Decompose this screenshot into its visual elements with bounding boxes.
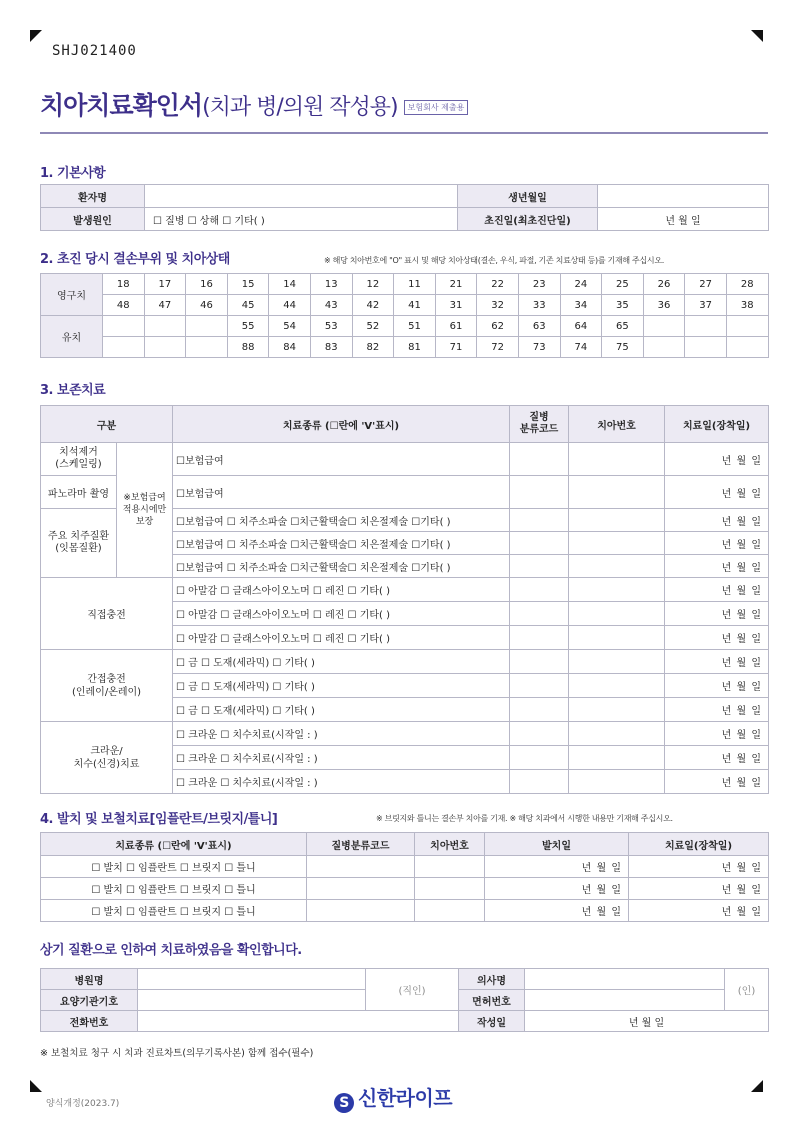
tooth-number-cell[interactable]: 51	[394, 316, 436, 337]
tooth-number-cell[interactable]: 35	[602, 295, 644, 316]
corner-mark-top-left	[30, 30, 42, 42]
doctor-name-field[interactable]	[525, 969, 725, 990]
periodontal-options[interactable]: ☐보험급여 ☐ 치주소파술 ☐치근활택술☐ 치은절제술 ☐기타( )	[173, 555, 510, 578]
date-cell[interactable]: 년 월 일	[665, 746, 769, 770]
tooth-number-cell[interactable]: 12	[352, 274, 394, 295]
code-cell[interactable]	[510, 650, 569, 674]
tooth-number-cell[interactable]: 14	[269, 274, 311, 295]
date-cell[interactable]: 년 월 일	[665, 626, 769, 650]
insurance-note: ※보험급여 적용시에만 보장	[117, 443, 173, 578]
tooth-number-cell[interactable]: 55	[227, 316, 269, 337]
tooth-cell[interactable]	[569, 602, 665, 626]
tooth-number-cell[interactable]: 34	[560, 295, 602, 316]
direct-filling-options[interactable]: ☐ 아말감 ☐ 글래스아이오노머 ☐ 레진 ☐ 기타( )	[173, 626, 510, 650]
company-logo-text: 신한라이프	[358, 1086, 453, 1110]
tooth-number-cell[interactable]: 32	[477, 295, 519, 316]
col-type-header: 치료종류 (☐란에 'V'표시)	[41, 833, 307, 856]
tooth-number-cell[interactable]: 25	[602, 274, 644, 295]
col-code-header: 질병 분류코드	[510, 406, 569, 443]
col-extract-header: 발치일	[485, 833, 629, 856]
extraction-date[interactable]: 년 월 일	[485, 878, 629, 900]
patient-name-field[interactable]	[145, 185, 458, 208]
institution-code-field[interactable]	[138, 990, 366, 1011]
prosthetic-options[interactable]: ☐ 발치 ☐ 임플란트 ☐ 브릿지 ☐ 틀니	[41, 856, 307, 878]
basic-info-table	[40, 184, 769, 231]
tooth-cell[interactable]	[569, 770, 665, 794]
code-cell[interactable]	[510, 443, 569, 476]
crown-options[interactable]: ☐ 크라운 ☐ 치수치료(시작일 : )	[173, 770, 510, 794]
tooth-number-cell[interactable]: 33	[518, 295, 560, 316]
tooth-number-cell[interactable]: 64	[560, 316, 602, 337]
tooth-number-cell[interactable]	[103, 337, 145, 358]
tooth-number-cell[interactable]	[643, 337, 685, 358]
periodontal-options[interactable]: ☐보험급여 ☐ 치주소파술 ☐치근활택술☐ 치은절제술 ☐기타( )	[173, 532, 510, 555]
prosthetic-options[interactable]: ☐ 발치 ☐ 임플란트 ☐ 브릿지 ☐ 틀니	[41, 878, 307, 900]
tooth-number-cell[interactable]: 54	[269, 316, 311, 337]
tooth-number-cell[interactable]: 84	[269, 337, 311, 358]
phone-field[interactable]	[138, 1011, 459, 1032]
date-cell[interactable]: 년 월 일	[665, 509, 769, 532]
tooth-number-cell[interactable]: 71	[435, 337, 477, 358]
tooth-number-cell[interactable]: 45	[227, 295, 269, 316]
institution-code-label: 요양기관기호	[41, 990, 138, 1011]
title-main: 치아치료확인서	[40, 91, 203, 120]
tooth-number-cell[interactable]: 23	[518, 274, 560, 295]
hospital-seal: (직인)	[366, 969, 459, 1011]
hospital-name-field[interactable]	[138, 969, 366, 990]
corner-mark-bottom-right	[751, 1080, 763, 1092]
periodontal-options[interactable]: ☐보험급여 ☐ 치주소파술 ☐치근활택술☐ 치은절제술 ☐기타( )	[173, 509, 510, 532]
col-date-header: 치료일(장착일)	[665, 406, 769, 443]
date-cell[interactable]: 년 월 일	[665, 674, 769, 698]
tooth-number-cell[interactable]	[144, 316, 186, 337]
page-title	[40, 86, 468, 122]
prosthetic-options[interactable]: ☐ 발치 ☐ 임플란트 ☐ 브릿지 ☐ 틀니	[41, 900, 307, 922]
tooth-number-cell[interactable]: 13	[310, 274, 352, 295]
tooth-number-cell[interactable]: 74	[560, 337, 602, 358]
hospital-name-label: 병원명	[41, 969, 138, 990]
tooth-cell[interactable]	[569, 532, 665, 555]
tooth-number-cell[interactable]: 82	[352, 337, 394, 358]
tooth-cell[interactable]	[569, 443, 665, 476]
tooth-number-cell[interactable]: 41	[394, 295, 436, 316]
tooth-number-cell[interactable]: 83	[310, 337, 352, 358]
panorama-label: 파노라마 촬영	[41, 476, 117, 509]
col-category-header: 구분	[41, 406, 173, 443]
tooth-number-cell[interactable]: 31	[435, 295, 477, 316]
prosthetic-treatment-table	[40, 832, 769, 922]
indirect-filling-label: 간접충전 (인레이/온레이)	[41, 650, 173, 722]
crown-root-label: 크라운/ 치수(신경)치료	[41, 722, 173, 794]
col-code-header: 질병분류코드	[307, 833, 415, 856]
permanent-teeth-label: 영구치	[41, 274, 103, 316]
corner-mark-top-right	[751, 30, 763, 42]
col-tooth-header: 치아번호	[569, 406, 665, 443]
code-cell[interactable]	[510, 532, 569, 555]
scaling-label: 치석제거 (스케일링)	[41, 443, 117, 476]
date-cell[interactable]: 년 월 일	[665, 722, 769, 746]
birthdate-field[interactable]	[598, 185, 769, 208]
patient-name-label: 환자명	[41, 185, 145, 208]
tooth-cell[interactable]	[569, 555, 665, 578]
title-subtitle: (치과 병/의원 작성용)	[202, 95, 398, 120]
tooth-number-cell[interactable]: 18	[103, 274, 145, 295]
panorama-options[interactable]: ☐보험급여	[173, 476, 510, 509]
code-cell[interactable]	[510, 626, 569, 650]
tooth-number-cell[interactable]: 65	[602, 316, 644, 337]
scaling-options[interactable]: ☐보험급여	[173, 443, 510, 476]
treatment-date[interactable]: 년 월 일	[629, 878, 769, 900]
code-cell[interactable]	[307, 856, 415, 878]
tooth-cell[interactable]	[569, 698, 665, 722]
direct-filling-label: 직접충전	[41, 578, 173, 650]
section-1-heading: 1. 기본사항	[40, 166, 106, 181]
confirmation-heading: 상기 질환으로 인하여 치료하였음을 확인합니다.	[40, 943, 302, 958]
tooth-number-cell[interactable]	[144, 337, 186, 358]
tooth-cell[interactable]	[569, 476, 665, 509]
code-cell[interactable]	[510, 722, 569, 746]
date-cell[interactable]: 년 월 일	[665, 698, 769, 722]
date-cell[interactable]: 년 월 일	[665, 770, 769, 794]
tooth-cell[interactable]	[569, 626, 665, 650]
footer-note: ※ 보철치료 청구 시 치과 진료차트(의무기록사본) 함께 접수(필수)	[40, 1048, 314, 1059]
company-logo-icon: S	[334, 1093, 354, 1113]
date-cell[interactable]: 년 월 일	[665, 555, 769, 578]
tooth-cell[interactable]	[569, 746, 665, 770]
tooth-number-cell[interactable]: 21	[435, 274, 477, 295]
company-logo	[334, 1082, 452, 1113]
document-code: SHJ021400	[52, 43, 137, 59]
date-cell[interactable]: 년 월 일	[665, 578, 769, 602]
tooth-number-cell[interactable]: 17	[144, 274, 186, 295]
written-date-field[interactable]: 년 월 일	[525, 1011, 769, 1032]
tooth-number-cell[interactable]	[726, 337, 768, 358]
crown-options[interactable]: ☐ 크라운 ☐ 치수치료(시작일 : )	[173, 722, 510, 746]
date-cell[interactable]: 년 월 일	[665, 650, 769, 674]
tooth-cell[interactable]	[415, 900, 485, 922]
license-number-label: 면허번호	[459, 990, 525, 1011]
code-cell[interactable]	[307, 900, 415, 922]
phone-label: 전화번호	[41, 1011, 138, 1032]
date-cell[interactable]: 년 월 일	[665, 532, 769, 555]
tooth-number-cell[interactable]	[726, 316, 768, 337]
tooth-number-cell[interactable]: 53	[310, 316, 352, 337]
tooth-number-cell[interactable]: 73	[518, 337, 560, 358]
tooth-number-cell[interactable]: 38	[726, 295, 768, 316]
conservative-treatment-table	[40, 405, 769, 794]
tooth-number-cell[interactable]: 81	[394, 337, 436, 358]
extraction-date[interactable]: 년 월 일	[485, 900, 629, 922]
tooth-number-cell[interactable]: 26	[643, 274, 685, 295]
tooth-number-cell[interactable]: 52	[352, 316, 394, 337]
tooth-number-cell[interactable]: 46	[186, 295, 228, 316]
date-cell[interactable]: 년 월 일	[665, 476, 769, 509]
section-2-note: ※ 해당 치아번호에 "O" 표시 및 해당 치아상태(결손, 우식, 파절, 기존 치료상태 등)를 기재해 주십시오.	[324, 256, 665, 265]
tooth-cell[interactable]	[569, 722, 665, 746]
tooth-number-cell[interactable]: 16	[186, 274, 228, 295]
tooth-cell[interactable]	[415, 856, 485, 878]
col-date-header: 치료일(장착일)	[629, 833, 769, 856]
indirect-filling-options[interactable]: ☐ 금 ☐ 도재(세라믹) ☐ 기타( )	[173, 650, 510, 674]
tooth-number-cell[interactable]: 48	[103, 295, 145, 316]
code-cell[interactable]	[510, 770, 569, 794]
written-date-label: 작성일	[459, 1011, 525, 1032]
tooth-number-cell[interactable]: 43	[310, 295, 352, 316]
tooth-cell[interactable]	[569, 650, 665, 674]
treatment-date[interactable]: 년 월 일	[629, 856, 769, 878]
tooth-number-cell[interactable]: 37	[685, 295, 727, 316]
col-type-header: 치료종류 (☐란에 'V'표시)	[173, 406, 510, 443]
tooth-number-cell[interactable]: 27	[685, 274, 727, 295]
col-tooth-header: 치아번호	[415, 833, 485, 856]
section-2-heading: 2. 초진 당시 결손부위 및 치아상태	[40, 252, 230, 267]
tooth-cell[interactable]	[569, 578, 665, 602]
code-cell[interactable]	[510, 509, 569, 532]
teeth-chart-table	[40, 273, 769, 358]
direct-filling-options[interactable]: ☐ 아말감 ☐ 글래스아이오노머 ☐ 레진 ☐ 기타( )	[173, 578, 510, 602]
date-cell[interactable]: 년 월 일	[665, 443, 769, 476]
first-visit-date[interactable]: 년 월 일	[598, 208, 769, 231]
code-cell[interactable]	[510, 602, 569, 626]
cause-label: 발생원인	[41, 208, 145, 231]
form-revision: 양식개정(2023.7)	[46, 1099, 120, 1109]
tooth-number-cell[interactable]	[186, 337, 228, 358]
birthdate-label: 생년월일	[458, 185, 598, 208]
extraction-date[interactable]: 년 월 일	[485, 856, 629, 878]
tooth-number-cell[interactable]: 88	[227, 337, 269, 358]
tooth-number-cell[interactable]: 15	[227, 274, 269, 295]
tooth-number-cell[interactable]	[643, 316, 685, 337]
section-4-note: ※ 브릿지와 틀니는 결손부 치아를 기재. ※ 해당 치과에서 시행한 내용만 기재해 주십시오.	[376, 814, 673, 823]
direct-filling-options[interactable]: ☐ 아말감 ☐ 글래스아이오노머 ☐ 레진 ☐ 기타( )	[173, 602, 510, 626]
doctor-name-label: 의사명	[459, 969, 525, 990]
section-4-heading: 4. 발치 및 보철치료[임플란트/브릿지/틀니]	[40, 812, 278, 827]
tooth-number-cell[interactable]: 42	[352, 295, 394, 316]
tooth-number-cell[interactable]: 24	[560, 274, 602, 295]
tooth-number-cell[interactable]: 22	[477, 274, 519, 295]
section-3-heading: 3. 보존치료	[40, 383, 106, 398]
code-cell[interactable]	[510, 698, 569, 722]
code-cell[interactable]	[510, 578, 569, 602]
indirect-filling-options[interactable]: ☐ 금 ☐ 도재(세라믹) ☐ 기타( )	[173, 698, 510, 722]
tooth-cell[interactable]	[569, 674, 665, 698]
tooth-number-cell[interactable]: 11	[394, 274, 436, 295]
indirect-filling-options[interactable]: ☐ 금 ☐ 도재(세라믹) ☐ 기타( )	[173, 674, 510, 698]
date-cell[interactable]: 년 월 일	[665, 602, 769, 626]
first-visit-label: 초진일(최초진단일)	[458, 208, 598, 231]
code-cell[interactable]	[510, 476, 569, 509]
cause-options[interactable]: ☐ 질병 ☐ 상해 ☐ 기타( )	[145, 208, 458, 231]
title-bar	[40, 86, 768, 134]
code-cell[interactable]	[510, 746, 569, 770]
tooth-number-cell[interactable]: 62	[477, 316, 519, 337]
tooth-number-cell[interactable]: 44	[269, 295, 311, 316]
tooth-number-cell[interactable]: 72	[477, 337, 519, 358]
tooth-number-cell[interactable]	[685, 316, 727, 337]
tooth-number-cell[interactable]	[186, 316, 228, 337]
submission-tag: 보험회사 제출용	[404, 100, 469, 115]
tooth-number-cell[interactable]: 61	[435, 316, 477, 337]
periodontal-label: 주요 치주질환 (잇몸질환)	[41, 509, 117, 578]
doctor-seal: (인)	[725, 969, 769, 1011]
tooth-number-cell[interactable]: 47	[144, 295, 186, 316]
tooth-cell[interactable]	[569, 509, 665, 532]
code-cell[interactable]	[510, 674, 569, 698]
confirmation-table	[40, 968, 769, 1032]
tooth-cell[interactable]	[415, 878, 485, 900]
tooth-number-cell[interactable]: 28	[726, 274, 768, 295]
license-number-field[interactable]	[525, 990, 725, 1011]
code-cell[interactable]	[510, 555, 569, 578]
tooth-number-cell[interactable]	[103, 316, 145, 337]
corner-mark-bottom-left	[30, 1080, 42, 1092]
treatment-date[interactable]: 년 월 일	[629, 900, 769, 922]
tooth-number-cell[interactable]: 75	[602, 337, 644, 358]
tooth-number-cell[interactable]: 36	[643, 295, 685, 316]
tooth-number-cell[interactable]: 63	[518, 316, 560, 337]
tooth-number-cell[interactable]	[685, 337, 727, 358]
code-cell[interactable]	[307, 878, 415, 900]
crown-options[interactable]: ☐ 크라운 ☐ 치수치료(시작일 : )	[173, 746, 510, 770]
primary-teeth-label: 유치	[41, 316, 103, 358]
